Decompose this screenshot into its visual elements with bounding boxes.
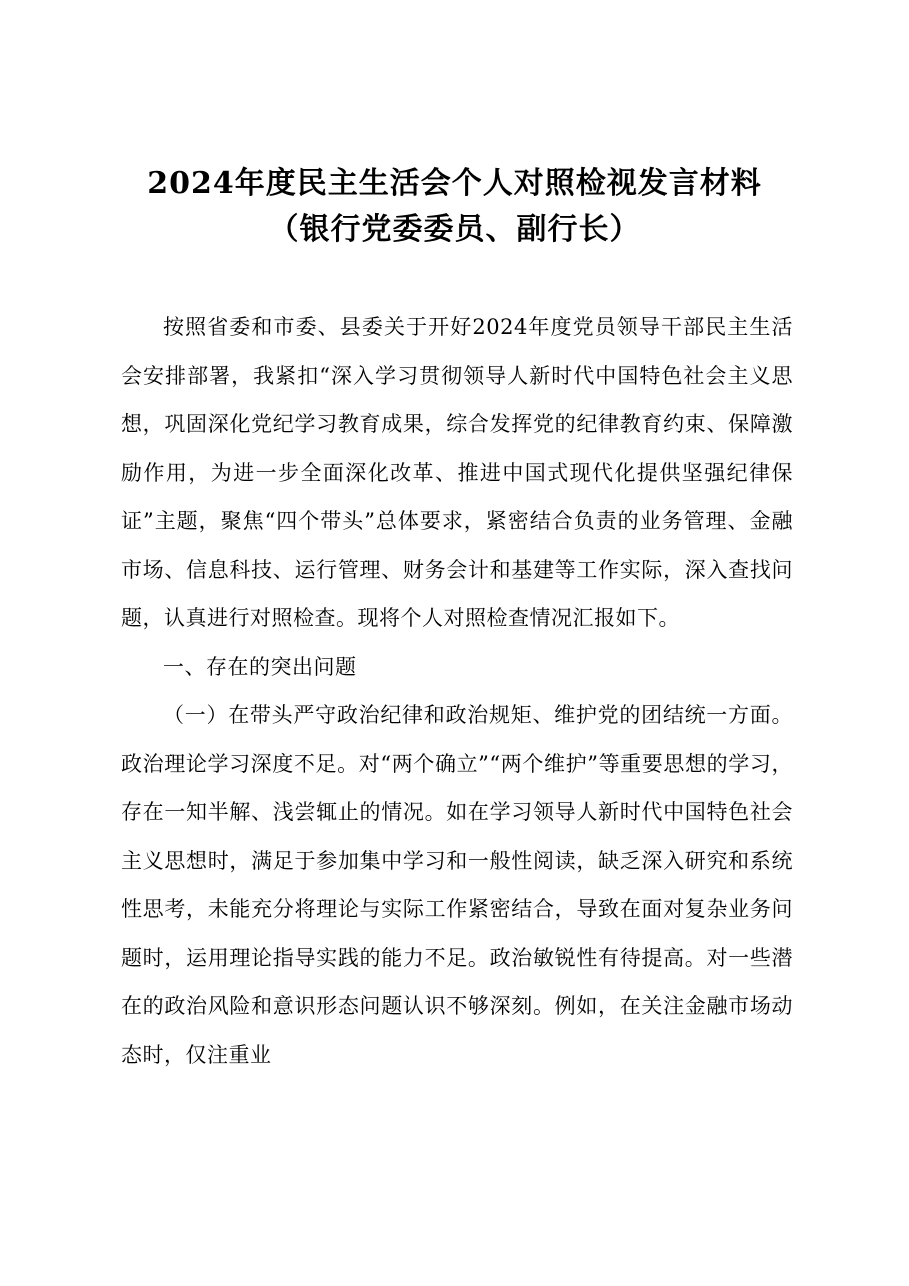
section-paragraph: （一）在带头严守政治纪律和政治规矩、维护党的团结统一方面。政治理论学习深度不足。对“两个确立”“两个维护”等重要思想的学习，存在一知半解、浅尝辄止的情况。如在学习领导人新时代中国特色社会主义思想时，满足于参加集中学习和一般性阅读，缺乏深入研究和系统性思考，未能充分将理论与实际工作紧密结合，导致在面对复杂业务问题时，运用理论指导实践的能力不足。政治敏锐性有待提高。对一些潜在的政治风险和意识形态问题认识不够深刻。例如，在关注金融市场动态时，仅注重业 — [121, 703, 793, 1067]
section-heading: 一、存在的突出问题 — [163, 654, 357, 679]
intro-paragraph: 按照省委和市委、县委关于开好2024年度党员领导干部民主生活会安排部署，我紧扣“深入学习贯彻领导人新时代中国特色社会主义思想，巩固深化党纪学习教育成果，综合发挥党的纪律教育约束、保障激励作用，为进一步全面深化改革、推进中国式现代化提供坚强纪律保证”主题，聚焦“四个带头”总体要求，紧密结合负责的业务管理、金融市场、信息科技、运行管理、财务会计和基建等工作实际，深入查找问题，认真进行对照检查。现将个人对照检查情况汇报如下。 — [121, 315, 793, 630]
document-title — [0, 161, 909, 253]
title-line-2: （银行党委委员、副行长） — [268, 212, 641, 247]
document-body — [121, 303, 793, 1079]
title-line-1: 2024年度民主生活会个人对照检视发言材料 — [147, 166, 762, 201]
